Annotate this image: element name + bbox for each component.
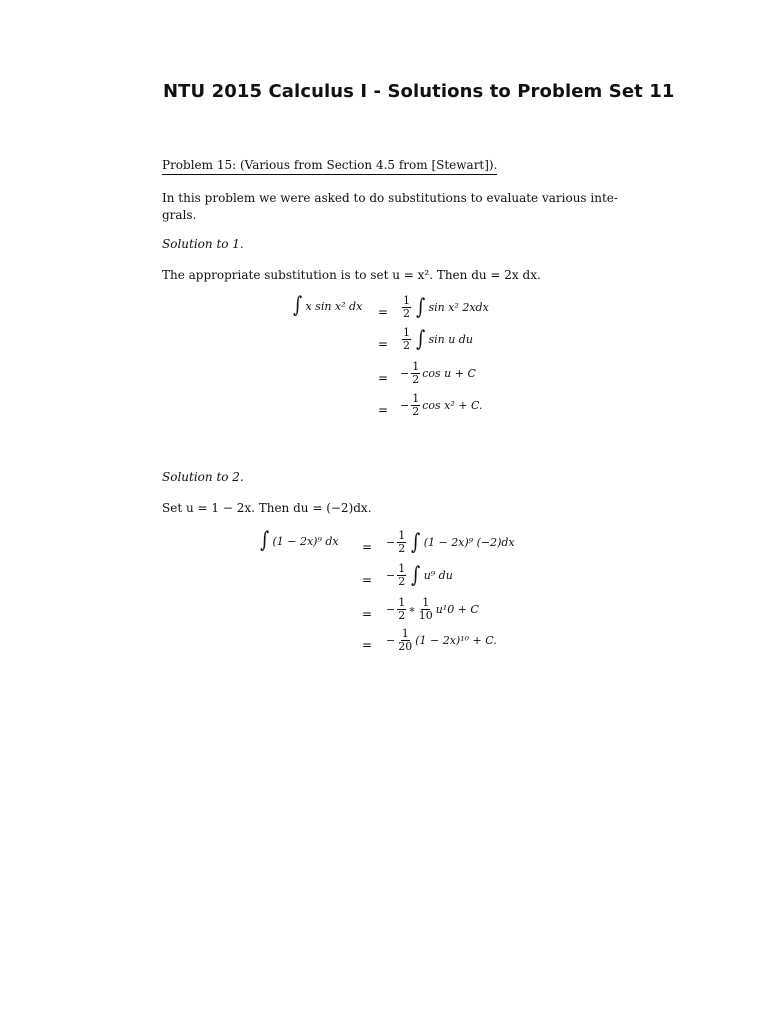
equals-sign: = <box>362 607 373 621</box>
step-body: sin u du <box>428 333 473 346</box>
integral-sign: ∫ <box>416 294 426 320</box>
fraction-denominator: 2 <box>403 339 410 352</box>
fraction <box>402 295 411 320</box>
fraction-numerator: 1 <box>403 294 410 307</box>
integral-sign: ∫ <box>411 529 421 555</box>
fraction <box>397 597 406 622</box>
step-prefix: − <box>400 399 410 412</box>
lhs-expression: x sin x² dx <box>305 299 363 313</box>
fraction-numerator: 1 <box>422 596 430 609</box>
fraction-numerator: 1 <box>412 392 420 405</box>
step-prefix: − <box>400 367 410 380</box>
fraction <box>418 597 434 622</box>
step-body: sin x² 2xdx <box>428 301 489 314</box>
problem-heading: Problem 15: (Various from Section 4.5 from [Stewart]). <box>162 158 497 175</box>
fraction <box>411 361 420 386</box>
fraction-numerator: 1 <box>401 627 409 640</box>
step-body: cos x² + C. <box>422 399 483 412</box>
equals-sign: = <box>362 540 373 554</box>
step-body: (1 − 2x)¹⁰ + C. <box>415 634 497 647</box>
step-body: u⁹ du <box>423 569 453 582</box>
equals-sign: = <box>378 403 389 417</box>
fraction <box>397 530 406 555</box>
solution-1-lhs <box>290 295 362 317</box>
fraction-denominator: 10 <box>418 609 433 622</box>
equals-sign: = <box>378 337 389 351</box>
solution-2-setup: Set u = 1 − 2x. Then du = (−2)dx. <box>162 501 372 515</box>
fraction-denominator: 2 <box>398 609 406 622</box>
document-title: NTU 2015 Calculus I - Solutions to Problem Set 11 <box>163 81 675 102</box>
fraction <box>402 327 411 352</box>
fraction-numerator: 1 <box>398 529 406 542</box>
step-expression <box>386 530 515 555</box>
step-expression <box>386 628 497 653</box>
step-body: u¹0 + C <box>435 603 479 616</box>
step-expression <box>400 295 489 320</box>
solution-1-label: Solution to 1. <box>162 237 244 251</box>
step-body: cos u + C <box>422 367 476 380</box>
fraction <box>397 563 406 588</box>
fraction-denominator: 2 <box>412 373 420 386</box>
solution-2-label: Solution to 2. <box>162 470 244 484</box>
step-prefix: − <box>386 569 396 582</box>
intro-paragraph: In this problem we were asked to do substitutions to evaluate various inte-grals. <box>162 191 618 222</box>
step-body: (1 − 2x)⁹ (−2)dx <box>423 536 515 549</box>
integral-sign: ∫ <box>293 293 303 318</box>
solution-1-setup: The appropriate substitution is to set u = x². Then du = 2x dx. <box>162 268 541 282</box>
solution-2-lhs <box>257 530 339 552</box>
fraction-denominator: 2 <box>398 575 406 588</box>
integral-sign: ∫ <box>416 326 426 352</box>
step-prefix: − <box>386 536 396 549</box>
step-expression <box>386 597 479 622</box>
step-prefix: − <box>386 603 396 616</box>
solution-2-equation <box>0 530 768 680</box>
fraction-denominator: 2 <box>398 542 406 555</box>
equals-sign: = <box>378 371 389 385</box>
fraction-denominator: 20 <box>398 640 413 653</box>
solution-1-equation <box>0 295 768 445</box>
fraction <box>411 393 420 418</box>
step-prefix: − <box>386 634 396 647</box>
fraction-denominator: 2 <box>412 405 420 418</box>
fraction-numerator: 1 <box>398 562 406 575</box>
equals-sign: = <box>378 305 389 319</box>
fraction-numerator: 1 <box>412 360 420 373</box>
lhs-expression: (1 − 2x)⁹ dx <box>272 534 339 548</box>
step-expression <box>400 361 476 386</box>
fraction-numerator: 1 <box>398 596 406 609</box>
multiply-sign: ∗ <box>408 603 416 616</box>
step-expression <box>400 393 483 418</box>
step-expression <box>386 563 453 588</box>
equals-sign: = <box>362 573 373 587</box>
integral-sign: ∫ <box>411 562 421 588</box>
fraction-denominator: 2 <box>403 307 410 320</box>
integral-sign: ∫ <box>260 528 270 553</box>
fraction <box>397 628 413 653</box>
fraction-numerator: 1 <box>403 326 410 339</box>
equals-sign: = <box>362 638 373 652</box>
step-expression <box>400 327 473 352</box>
